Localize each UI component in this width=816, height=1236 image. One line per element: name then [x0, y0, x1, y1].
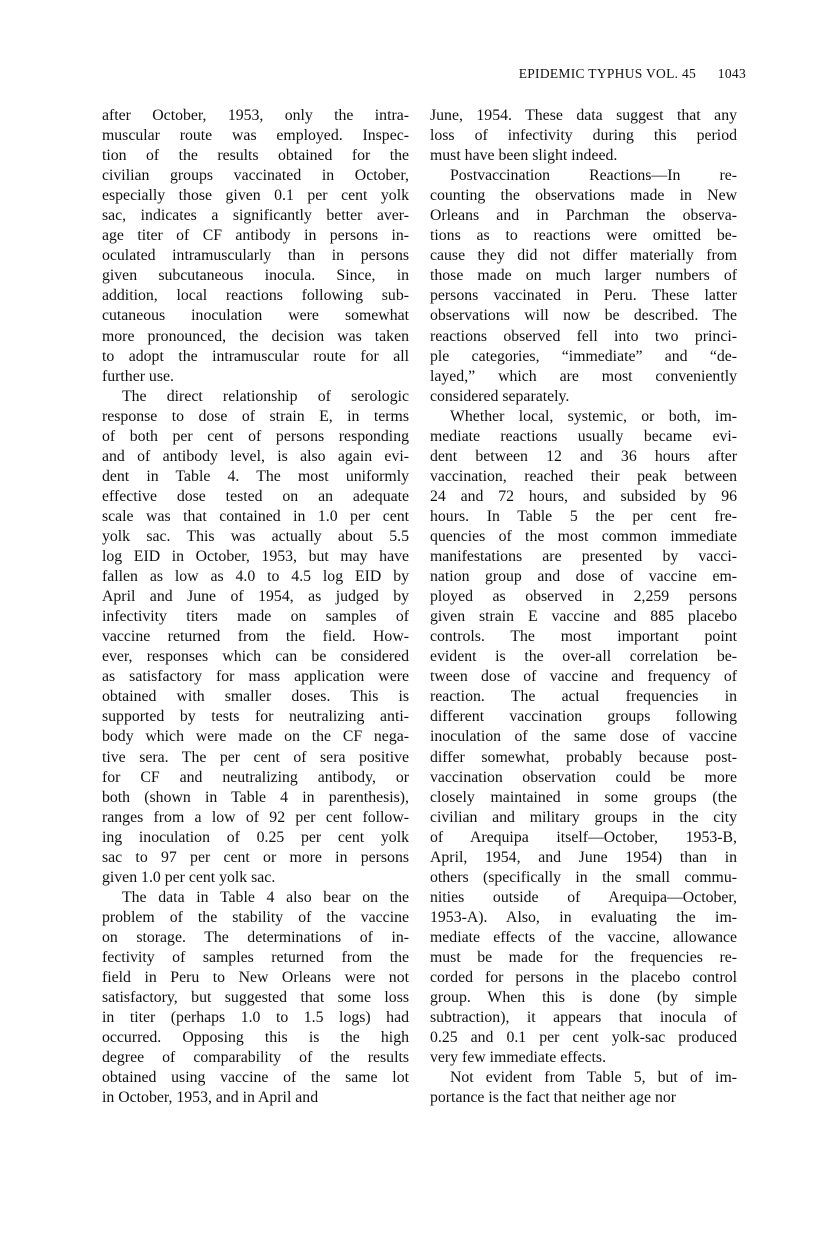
text-line: sac, indicates a significantly better aver- [102, 207, 409, 225]
text-line: occurred. Opposing this is the high [102, 1029, 409, 1047]
text-line: of both per cent of persons responding [102, 427, 409, 445]
text-line: given strain E vaccine and 885 placebo [430, 608, 737, 626]
text-line: differ somewhat, probably because post- [430, 748, 737, 766]
text-line: age titer of CF antibody in persons in- [102, 227, 409, 245]
text-line: group. When this is done (by simple [430, 989, 737, 1007]
text-line: log EID in October, 1953, but may have [102, 548, 409, 566]
running-title: EPIDEMIC TYPHUS VOL. 45 [518, 66, 697, 81]
text-line: loss of infectivity during this period [430, 127, 737, 145]
text-line: in October, 1953, and in April and [102, 1089, 319, 1107]
text-line: in titer (perhaps 1.0 to 1.5 logs) had [102, 1009, 409, 1027]
text-line: given 1.0 per cent yolk sac. [102, 868, 276, 886]
text-line: corded for persons in the placebo control [430, 969, 737, 987]
text-line: tween dose of vaccine and frequency of [430, 668, 737, 686]
text-line: addition, local reactions following sub- [102, 287, 409, 305]
text-line: quencies of the most common immediate [430, 527, 737, 545]
text-line: more pronounced, the decision was taken [102, 327, 409, 345]
text-line: to adopt the intramuscular route for all [102, 347, 409, 365]
text-line: scale was that contained in 1.0 per cent [102, 507, 409, 525]
text-line: 1953-A). Also, in evaluating the im- [430, 908, 737, 926]
text-line: Orleans and in Parchman the observa- [430, 207, 737, 225]
text-line: persons vaccinated in Peru. These latter [430, 287, 737, 305]
text-line: muscular route was employed. Inspec- [102, 127, 409, 145]
text-line: vaccination observation could be more [430, 768, 737, 786]
text-line: 0.25 and 0.1 per cent yolk-sac produced [430, 1029, 737, 1047]
text-line: observations will now be described. The [430, 307, 737, 325]
text-line: both (shown in Table 4 in parenthesis), [102, 788, 409, 806]
text-line: evident is the over-all correlation be- [430, 648, 737, 666]
text-line: April, 1954, and June 1954) than in [430, 848, 737, 866]
text-line: body which were made on the CF nega- [102, 728, 409, 746]
text-line: controls. The most important point [430, 628, 737, 646]
text-line: civilian groups vaccinated in October, [102, 167, 409, 185]
text-line: mediate reactions usually became evi- [430, 427, 737, 445]
text-line: ple categories, “immediate” and “de- [430, 347, 737, 365]
text-line: 24 and 72 hours, and subsided by 96 [430, 487, 737, 505]
text-line: field in Peru to New Orleans were not [102, 969, 409, 987]
text-line: The direct relationship of serologic [122, 387, 409, 405]
text-line: nation group and dose of vaccine em- [430, 568, 737, 586]
text-line: tions as to reactions were omitted be- [430, 227, 737, 245]
text-line: fallen as low as 4.0 to 4.5 log EID by [102, 568, 409, 586]
text-line: yolk sac. This was actually about 5.5 [102, 527, 409, 545]
text-line: dent in Table 4. The most uniformly [102, 467, 409, 485]
text-line: ever, responses which can be considered [102, 648, 409, 666]
text-line: oculated intramuscularly than in persons [102, 247, 409, 265]
text-line: civilian and military groups in the city [430, 808, 737, 826]
text-line: must have been slight indeed. [430, 147, 618, 165]
text-line: fectivity of samples returned from the [102, 948, 409, 966]
text-line: ing inoculation of 0.25 per cent yolk [102, 828, 409, 846]
text-line: given subcutaneous inocula. Since, in [102, 267, 409, 285]
text-line: Not evident from Table 5, but of im- [450, 1069, 737, 1087]
text-line: very few immediate effects. [430, 1049, 607, 1067]
text-line: further use. [102, 367, 174, 385]
text-line: vaccine returned from the field. How- [102, 628, 409, 646]
text-line: nities outside of Arequipa—October, [430, 888, 737, 906]
text-line: The data in Table 4 also bear on the [122, 888, 409, 906]
text-line: hours. In Table 5 the per cent fre- [430, 507, 737, 525]
text-line: vaccination, reached their peak between [430, 467, 737, 485]
text-line: degree of comparability of the results [102, 1049, 409, 1067]
text-line: April and June of 1954, as judged by [102, 588, 409, 606]
right-column [430, 106, 737, 1108]
text-line: for CF and neutralizing antibody, or [102, 768, 409, 786]
text-line: cause they did not differ materially from [430, 247, 737, 265]
left-column [102, 106, 409, 1108]
text-line: closely maintained in some groups (the [430, 788, 737, 806]
text-line: manifestations are presented by vacci- [430, 548, 737, 566]
text-line: sac to 97 per cent or more in persons [102, 848, 409, 866]
text-line: and of antibody level, is also again evi- [102, 447, 409, 465]
text-line: inoculation of the same dose of vaccine [430, 728, 737, 746]
text-line: considered separately. [430, 387, 570, 405]
text-line: infectivity titers made on samples of [102, 608, 409, 626]
text-line: especially those given 0.1 per cent yolk [102, 187, 409, 205]
text-line: ranges from a low of 92 per cent follow- [102, 808, 409, 826]
text-line: obtained with smaller doses. This is [102, 688, 409, 706]
text-line: must be made for the frequencies re- [430, 948, 737, 966]
text-line: satisfactory, but suggested that some loss [102, 989, 409, 1007]
text-line: Whether local, systemic, or both, im- [450, 407, 737, 425]
text-line: of Arequipa itself—October, 1953-B, [430, 828, 737, 846]
text-line: ployed as observed in 2,259 persons [430, 588, 737, 606]
text-line: mediate effects of the vaccine, allowance [430, 928, 737, 946]
text-line: reaction. The actual frequencies in [430, 688, 737, 706]
text-line: June, 1954. These data suggest that any [430, 107, 737, 124]
page-number: 1043 [717, 66, 746, 81]
text-line: Postvaccination Reactions—In re- [450, 167, 737, 185]
text-line: dent between 12 and 36 hours after [430, 447, 737, 465]
text-line: those made on much larger numbers of [430, 267, 737, 285]
text-line: tion of the results obtained for the [102, 147, 409, 165]
text-line: response to dose of strain E, in terms [102, 407, 409, 425]
text-line: obtained using vaccine of the same lot [102, 1069, 409, 1087]
text-line: counting the observations made in New [430, 187, 737, 205]
text-line: different vaccination groups following [430, 708, 737, 726]
text-line: after October, 1953, only the intra- [102, 107, 409, 124]
text-line: problem of the stability of the vaccine [102, 908, 409, 926]
running-header [519, 66, 746, 82]
text-line: as satisfactory for mass application were [102, 668, 409, 686]
text-line: cutaneous inoculation were somewhat [102, 307, 409, 325]
text-line: layed,” which are most conveniently [430, 367, 737, 385]
text-line: reactions observed fell into two princi- [430, 327, 737, 345]
text-line: on storage. The determinations of in- [102, 928, 409, 946]
text-line: tive sera. The per cent of sera positive [102, 748, 409, 766]
text-line: portance is the fact that neither age nor [430, 1089, 677, 1107]
text-line: subtraction), it appears that inocula of [430, 1009, 737, 1027]
text-line: effective dose tested on an adequate [102, 487, 409, 505]
text-line: others (specifically in the small commu- [430, 868, 737, 886]
text-line: supported by tests for neutralizing anti- [102, 708, 409, 726]
